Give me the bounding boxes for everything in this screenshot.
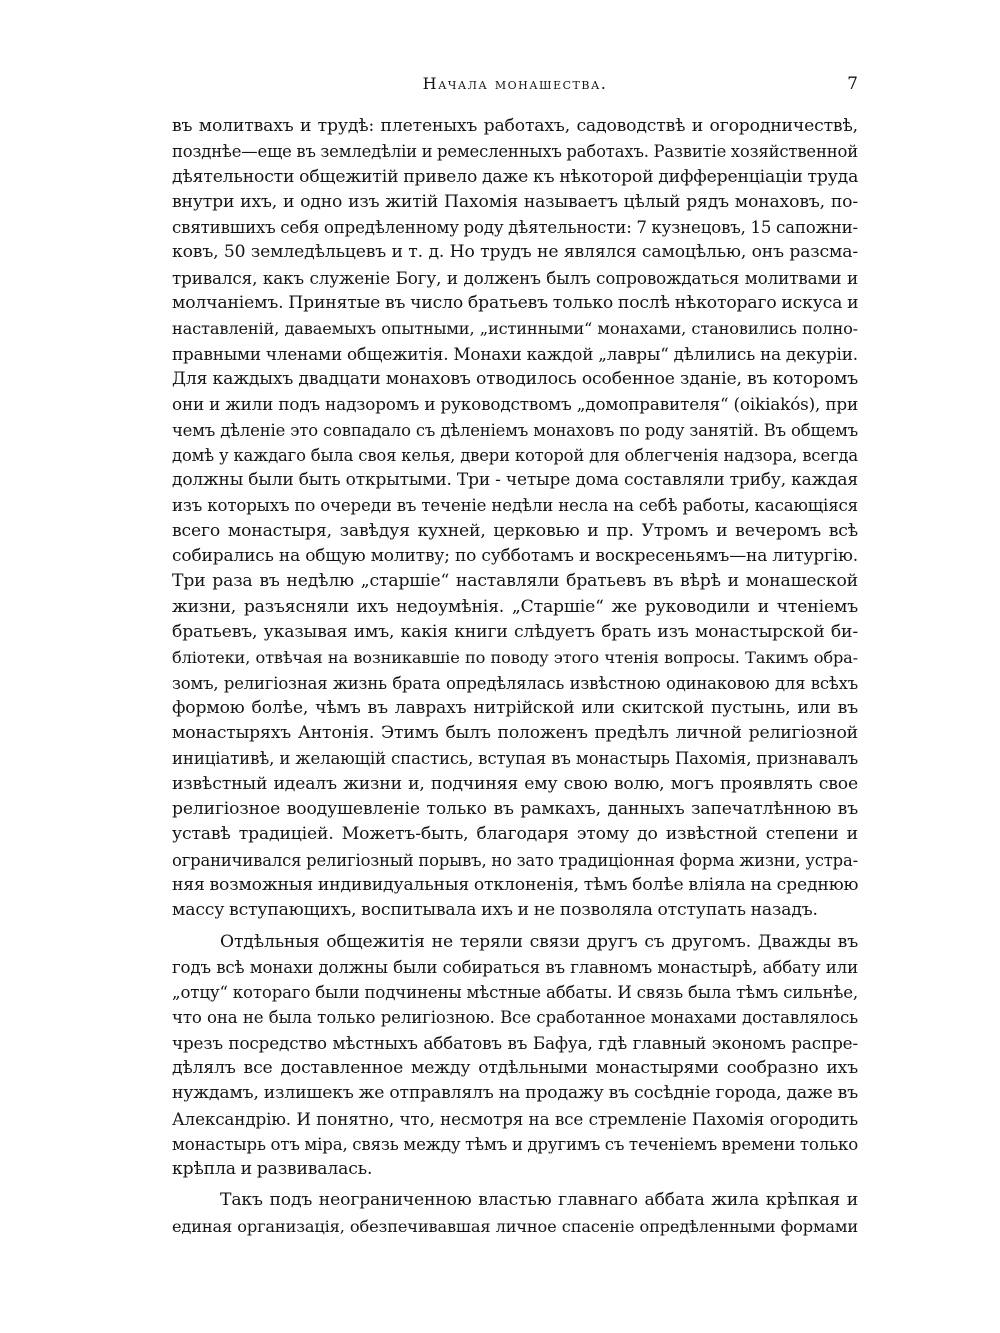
text-line: монастыряхъ Антонія. Этимъ былъ положенъ предѣлъ личной религіозной xyxy=(172,723,858,744)
text-line: Для каждыхъ двадцати монаховъ отводилось особенное зданіе, въ которомъ xyxy=(172,368,858,389)
body-text xyxy=(172,114,858,1239)
text-line: нуждамъ, излишекъ же отправлялъ на продажу въ сосѣдніе города, даже въ xyxy=(172,1083,858,1104)
running-title: Начала монашества. xyxy=(422,74,608,93)
text-line: правными членами общежитія. Монахи каждой „лавры“ дѣлились на декуріи. xyxy=(172,343,858,364)
text-line: должны были быть открытыми. Три - четыре дома составляли трибу, каждая xyxy=(172,470,858,491)
text-line: Отдѣльныя общежитія не теряли связи другъ съ другомъ. Дважды въ xyxy=(220,931,858,952)
text-line: позднѣе—еще въ земледѣліи и ремесленныхъ работахъ. Развитіе хозяйственной xyxy=(172,142,858,162)
text-line: что она не была только религіозною. Все сработанное монахами доставлялось xyxy=(172,1008,858,1028)
text-line: молчаніемъ. Принятые въ число братьевъ только послѣ нѣкотораго искуса и xyxy=(172,293,859,314)
text-line: уставѣ традиціей. Можетъ-быть, благодаря этому до извѣстной степени и xyxy=(172,824,858,845)
text-line: ограничивался религіозный порывъ, но зато традиціонная форма жизни, устра- xyxy=(172,850,858,870)
text-line: извѣстный идеалъ жизни и, подчиняя ему свою волю, могъ проявлять свое xyxy=(172,773,858,794)
text-line: единая организація, обезпечивавшая личное спасеніе опредѣленными формами xyxy=(172,1216,858,1236)
page-header xyxy=(172,74,858,100)
text-line: они и жили подъ надзоромъ и руководствомъ „домоправителя“ (oikiakós), при xyxy=(172,394,858,415)
text-line: крѣпла и развивалась. xyxy=(172,1159,373,1180)
text-line: домѣ у каждаго была своя келья, двери которой для облегченія надзора, всегда xyxy=(172,445,858,465)
text-line: монастырь отъ міра, связь между тѣмъ и другимъ съ теченіемъ времени только xyxy=(172,1134,859,1154)
text-line: няя возможныя индивидуальныя отклоненія, тѣмъ болѣе вліяла на среднюю xyxy=(172,874,859,895)
text-line: чемъ дѣленіе это совпадало съ дѣленіемъ монаховъ по роду занятій. Въ общемъ xyxy=(172,420,858,440)
text-line: годъ всѣ монахи должны были собираться въ главномъ монастырѣ, аббату или xyxy=(172,957,858,977)
text-line: внутри ихъ, и одно изъ житій Пахомія называетъ цѣлый рядъ монаховъ, по- xyxy=(172,191,858,212)
text-line: бліотеки, отвѣчая на возникавшіе по поводу этого чтенія вопросы. Такимъ обра- xyxy=(172,648,858,668)
text-line: собирались на общую молитву; по субботамъ и воскресеньямъ—на литургію. xyxy=(172,546,858,567)
text-line: Такъ подъ неограниченною властью главнаго аббата жила крѣпкая и xyxy=(220,1190,858,1211)
text-line: жизни, разъясняли ихъ недоумѣнія. „Старшіе“ же руководили и чтеніемъ xyxy=(172,596,858,617)
text-line: святившихъ себя опредѣленному роду дѣятельности: 7 кузнецовъ, 15 сапожни- xyxy=(172,218,858,238)
text-line: массу вступающихъ, воспитывала ихъ и не позволяла отступать назадъ. xyxy=(172,900,818,921)
paragraph-2 xyxy=(172,930,858,1183)
text-line: всего монастыря, завѣдуя кухней, церковью и пр. Утромъ и вечеромъ всѣ xyxy=(172,520,858,541)
text-line: „отцу“ котораго были подчинены мѣстные аббаты. И связь была тѣмъ сильнѣе, xyxy=(172,983,858,1003)
paragraph-3 xyxy=(172,1188,858,1239)
text-line: Три раза въ недѣлю „старшіе“ наставляли братьевъ въ вѣрѣ и монашеской xyxy=(172,571,858,592)
text-line: дѣлялъ все доставленное между отдѣльными монастырями сообразно ихъ xyxy=(172,1057,858,1078)
text-line: формою болѣе, чѣмъ въ лаврахъ нитрійской или скитской пустынь, или въ xyxy=(172,697,858,718)
text-line: Александрію. И понятно, что, несмотря на все стремленіе Пахомія огородить xyxy=(172,1108,858,1129)
text-line: зомъ, религіозная жизнь брата опредѣлялась извѣстною одинаковою для всѣхъ xyxy=(172,673,858,693)
text-line: чрезъ посредство мѣстныхъ аббатовъ въ Бафуа, гдѣ главный экономъ распре- xyxy=(172,1032,858,1053)
text-line: дѣятельности общежитій привело даже къ нѣкоторой дифференціаціи труда xyxy=(172,166,859,187)
paragraph-1 xyxy=(172,114,858,924)
text-line: наставленій, даваемыхъ опытными, „истинными“ монахами, становились полно- xyxy=(172,319,858,339)
text-line: иниціативѣ, и желающій спастись, вступая въ монастырь Пахомія, признавалъ xyxy=(172,749,858,769)
text-line: изъ которыхъ по очереди въ теченіе недѣли несла на себѣ работы, касающіяся xyxy=(172,496,858,516)
text-line: тривался, какъ служеніе Богу, и долженъ былъ сопровождаться молитвами и xyxy=(172,267,858,288)
text-line: братьевъ, указывая имъ, какія книги слѣдуетъ брать изъ монастырской би- xyxy=(172,621,858,642)
text-line: въ молитвахъ и трудѣ: плетеныхъ работахъ, садоводствѣ и огородничествѣ, xyxy=(172,116,858,136)
text-line: религіозное воодушевленіе только въ рамкахъ, данныхъ запечатлѣнною въ xyxy=(172,799,858,820)
page-number: 7 xyxy=(847,74,858,94)
text-line: ковъ, 50 земледѣльцевъ и т. д. Но трудъ не являлся самоцѣлью, онъ разсма- xyxy=(172,242,858,263)
